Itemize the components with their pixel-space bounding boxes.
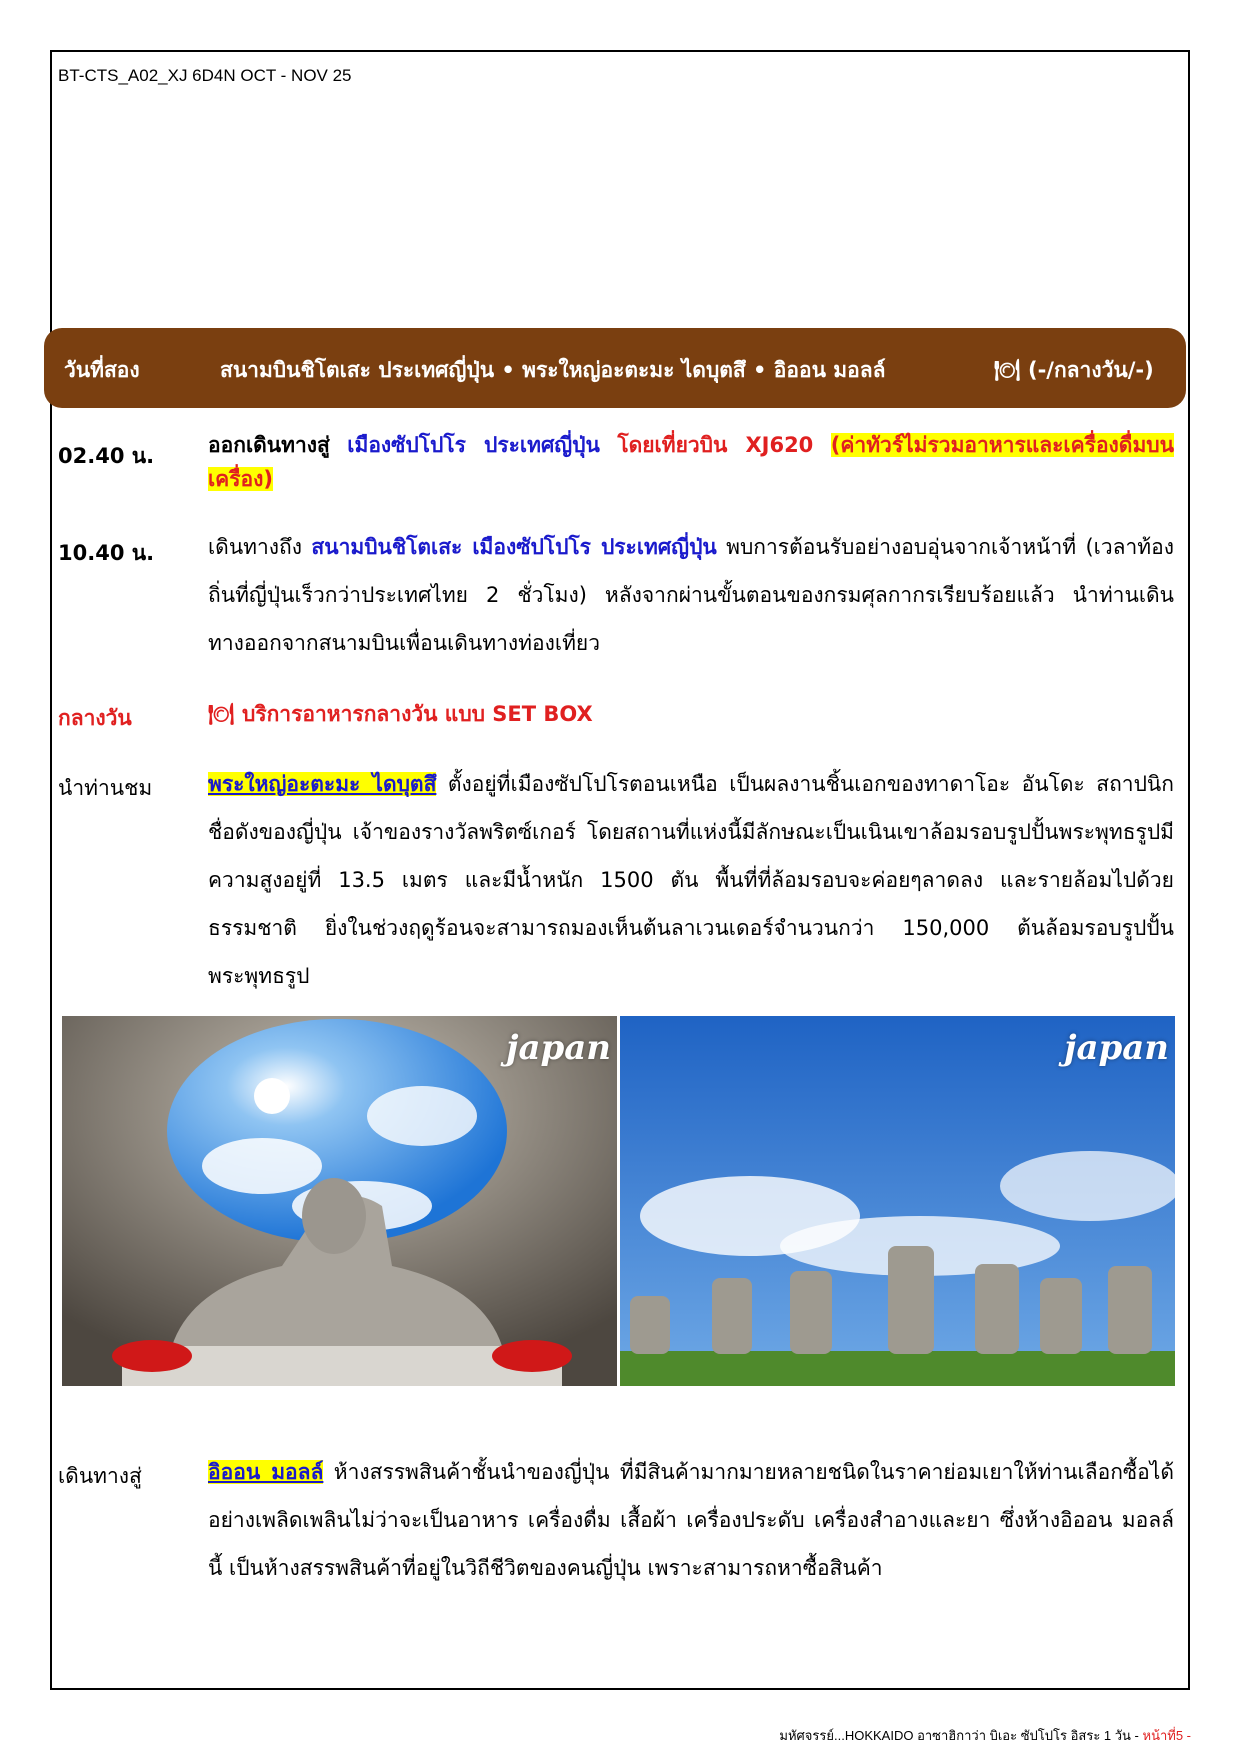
- page-footer: [779, 1725, 1191, 1746]
- meal-text: [208, 690, 1174, 738]
- entry-note: (ค่าทัวร์ไม่รวมอาหารและเครื่องดื่มบนเครื่อง): [208, 433, 1174, 491]
- day-label: วันที่สอง: [64, 358, 140, 382]
- activity-text: [208, 760, 1174, 1000]
- buddha-photo: [62, 1016, 617, 1386]
- entry-desc: พบการต้อนรับอย่างอบอุ่นจากเจ้าหน้าที่ (เวลาท้องถิ่นที่ญี่ปุ่นเร็วกว่าประเทศไทย 2 ชั่วโมง) หลังจากผ่านขั้นตอนของกรมศุลกากรเรียบร้อยแล้ว นำท่านเดินทางออกจากสนามบินเพื่อนเดินทางท่องเที่ยว: [208, 535, 1174, 655]
- day-route: สนามบินชิโตเสะ ประเทศญี่ปุ่น • พระใหญ่อะตะมะ ไดบุตสึ • อิออน มอลล์: [220, 358, 886, 382]
- time-label: 02.40 น.: [58, 444, 155, 468]
- meal-desc: บริการอาหารกลางวัน แบบ SET BOX: [241, 702, 593, 726]
- meal-label: กลางวัน: [58, 706, 132, 730]
- entry-text: [208, 523, 1174, 667]
- attraction-name: อิออน มอลล์: [208, 1460, 324, 1484]
- activity-label: เดินทางสู่: [58, 1464, 142, 1488]
- meal-icon: 🍽: [208, 702, 235, 726]
- entry-place: เมืองซัปโปโร ประเทศญี่ปุ่น: [347, 433, 600, 457]
- footer-text: มหัศจรรย์...HOKKAIDO อาซาฮิกาว่า บิเอะ ซัปโปโร อิสระ 1 วัน -: [779, 1728, 1143, 1743]
- meal-icon: 🍽: [994, 358, 1021, 382]
- meals-text: (-/กลางวัน/-): [1027, 358, 1154, 382]
- entry-lead: ออกเดินทางสู่: [208, 433, 330, 457]
- entry-text: [208, 428, 1174, 496]
- attraction-desc: ตั้งอยู่ที่เมืองซัปโปโรตอนเหนือ เป็นผลงานชิ้นเอกของทาดาโอะ อันโดะ สถาปนิกชื่อดังของญี่ปุ่น เจ้าของรางวัลพริตซ์เกอร์ โดยสถานที่แห่งนี้มีลักษณะเป็นเนินเขาล้อมรอบรูปปั้นพระพุทธรูปมีความสูงอยู่ที่ 13.5 เมตร และมีน้ำหนัก 1500 ตัน พื้นที่ที่ล้อมรอบจะค่อยๆลาดลง และรายล้อมไปด้วยธรรมชาติ ยิ่งในช่วงฤดูร้อนจะสามารถมองเห็นต้นลาเวนเดอร์จำนวนกว่า 150,000 ต้นล้อมรอบรูปปั้นพระพุทธรูป: [208, 772, 1174, 988]
- attraction-name: พระใหญ่อะตะมะ ไดบุตสึ: [208, 772, 437, 796]
- doc-code: BT-CTS_A02_XJ 6D4N OCT - NOV 25: [58, 66, 352, 85]
- entry-lead: เดินทางถึง: [208, 535, 303, 559]
- activity-text: [208, 1448, 1174, 1592]
- day-meals: [994, 354, 1154, 387]
- activity-label: นำท่านชม: [58, 776, 153, 800]
- day-banner: [44, 328, 1186, 408]
- time-label: 10.40 น.: [58, 541, 155, 565]
- photo-watermark: japan: [1064, 1028, 1169, 1068]
- entry-flight: โดยเที่ยวบิน XJ620: [617, 433, 814, 457]
- entry-place: สนามบินชิโตเสะ เมืองซัปโปโร ประเทศญี่ปุ่น: [311, 535, 717, 559]
- photo-watermark: japan: [506, 1028, 611, 1068]
- page-number: หน้าที่5 -: [1142, 1728, 1191, 1743]
- attraction-desc: ห้างสรรพสินค้าชั้นนำของญี่ปุ่น ที่มีสินค้ามากมายหลายชนิดในราคาย่อมเยาให้ท่านเลือกซื้อได้อย่างเพลิดเพลินไม่ว่าจะเป็นอาหาร เครื่องดื่ม เสื้อผ้า เครื่องประดับ เครื่องสำอางและยา ซึ่งห้างอิออน มอลล์ นี้ เป็นห้างสรรพสินค้าที่อยู่ในวิถีชีวิตของคนญี่ปุ่น เพราะสามารถหาซื้อสินค้า: [208, 1460, 1174, 1580]
- moai-photo: [620, 1016, 1175, 1386]
